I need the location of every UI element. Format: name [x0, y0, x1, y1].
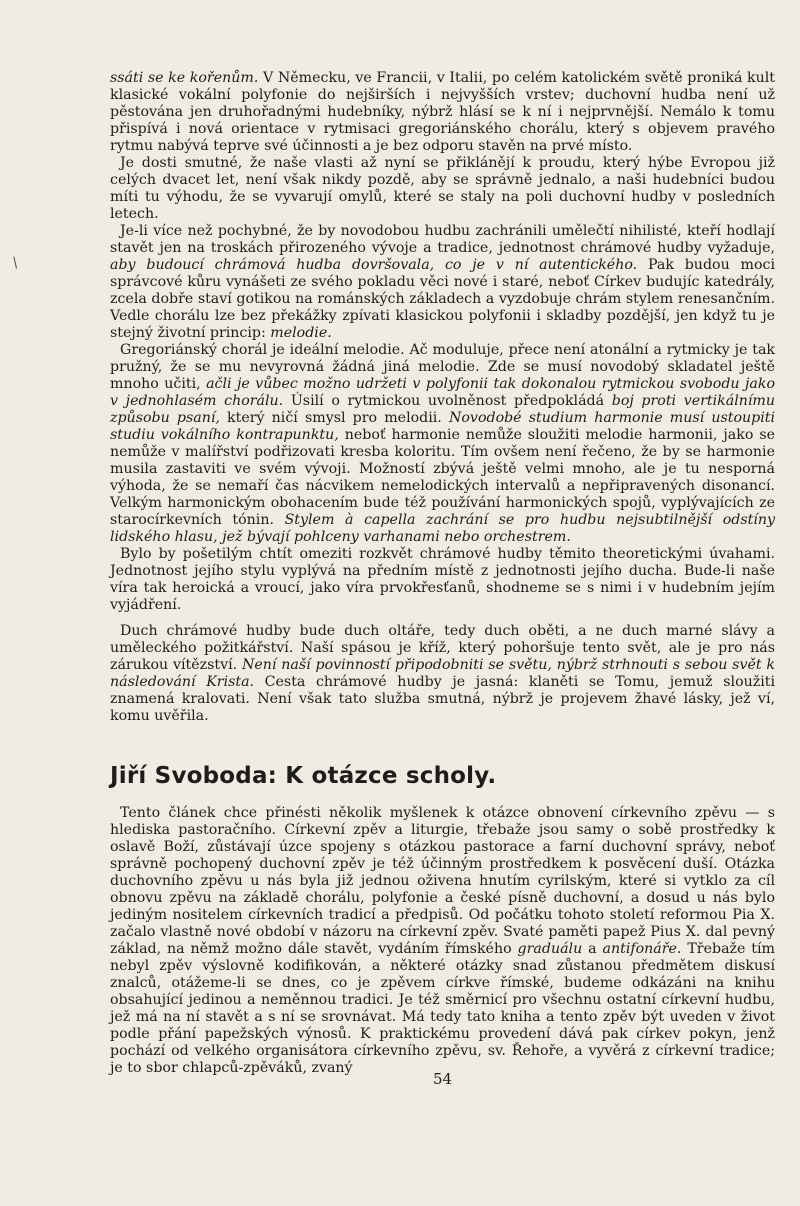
page-body: [110, 70, 776, 1088]
article1-paragraph-4: Gregoriánský chorál je ideální melodie. Ač moduluje, přece není atonální a rytmicky je tak pružný, že se mu nevyrovná žádná jiná melodie. Zde se musí novodobý skladatel ještě mnoho učiti, ačli je vůbec možno udržeti v polyfonii tak dokonalou rytmickou svobodu jako v jednohlasém chorálu. Úsilí o rytmickou uvolněnost předpokládá boj proti vertikálnímu způsobu psaní, který ničí smysl pro melodii. Novodobé studium harmonie musí ustoupiti studiu vokálního kontrapunktu, neboť harmonie nemůže sloužiti melodie harmonii, jako se nemůže v malířství podřizovati kresba koloritu. Tím ovšem není řečeno, že by se harmonie musila zastaviti ve svém vývoji. Možností zbývá ještě velmi mnoho, ale je tu nesporná výhoda, že se nemaří čas nácvikem nemelodických intervalů a nepřipravených disonancí. Velkým harmonickým obohacením bude též používání harmonických spojů, vyplývajících ze starocírkevních tónin. Stylem à capella zachrání se pro hudbu nejsubtilnější odstíny lidského hlasu, jež bývají pohlceny varhanami nebo orchestrem.: [110, 342, 776, 545]
article1-paragraph-6: Duch chrámové hudby bude duch oltáře, tedy duch oběti, a ne duch marné slávy a uměleckého požitkářství. Naší spásou je kříž, který pohoršuje tento svět, ale je pro nás zárukou vítězství. Není naší povinností připodobniti se světu, nýbrž strhnouti s sebou svět k následování Krista. Cesta chrámové hudby je jasná: klaněti se Tomu, jemuž sloužiti znamená kralovati. Není však tato služba smutná, nýbrž je projevem žhavé lásky, jež ví, komu uvěřila.: [110, 623, 775, 724]
page-number: 54: [432, 1070, 453, 1088]
margin-pencil-mark: /: [9, 254, 22, 272]
article2-paragraph-1: Tento článek chce přinésti několik myšlenek k otázce obnovení církevního zpěvu — s hlediska pastoračního. Církevní zpěv a liturgie, třebaže jsou samy o sobě prostředky k oslavě Boží, zůstávají úzce spojeny s otázkou pastorace a farní duchovní správy, neboť správně pochopený duchovní zpěv je též účinným prostředkem k posvěcení duší. Otázka duchovního zpěvu u nás byla již jednou oživena hnutím cyrilským, které si vytklo za cíl obnovu zpěvu na základě chorálu, polyfonie a české písně duchovní, a dosud u nás bylo jediným nositelem církevních tradicí a předpisů. Od počátku tohoto století reformou Pia X. začalo vlastně nové období v názoru na církevní zpěv. Svaté paměti papež Pius X. dal pevný základ, na němž možno dále stavět, vydáním římského graduálu a antifonáře. Třebaže tím nebyl zpěv výslovně kodifikován, a některé otázky snad zůstanou předmětem diskusí znalců, otážeme-li se dnes, co je zpěvem církve římské, budeme odkázáni na knihu obsahující jedinou a neměnnou tradici. Je též směrnicí pro všechnu ostatní církevní hudbu, jež má na ní stavět a s ní se srovnávat. Má tedy tato kniha a tento zpěv být uveden v život podle přání papežských výnosů. K praktickému provedení dává pak církev pokyn, jenž pochází od velkého organisátora církevního zpěvu, sv. Řehoře, a vyvěrá z církevní tradice; je to sbor chlapců-zpěváků, zvaný: [110, 805, 775, 1076]
article1-paragraph-1: ssáti se ke kořenům. V Německu, ve Francii, v Italii, po celém katolickém světě proniká kult klasické vokální polyfonie do nejširších i nejvyšších vrstev; duchovní hudba není už pěstována jen druhořadnými hudebníky, nýbrž hlásí se k ní i nejprvnější. Nemálo k tomu přispívá i nová orientace v rytmisaci gregoriánského chorálu, který s objevem pravého rytmu nabývá teprve své účinnosti a je bez odporu stavěn na prvé místo.: [110, 70, 776, 154]
article2-heading: Jiří Svoboda: K otázce scholy.: [110, 763, 497, 789]
article1-paragraph-2: Je dosti smutné, že naše vlasti až nyní se přiklánějí k proudu, který hýbe Evropou již celých dvacet let, není však nikdy pozdě, aby se správně jednalo, a naši hudebníci budou míti tu výhodu, že se vyvarují omylů, které se staly na poli duchovní hudby v posledních letech.: [110, 155, 775, 222]
article1-paragraph-3: Je-li více než pochybné, že by novodobou hudbu zachránili umělečtí nihilisté, kteří hodlají stavět jen na troskách přirozeného vývoje a tradice, jednotnost chrámové hudby vyžaduje, aby budoucí chrámová hudba dovršovala, co je v ní autentického. Pak budou moci správcové kůru vynášeti ze svého pokladu věci nové i staré, neboť Církev budujíc katedrály, zcela dobře staví gotikou na románských základech a vyzdobuje chrám stylem renesančním. Vedle chorálu lze bez překážky zpívati klasickou polyfonii i skladby pozdější, jen když tu je stejný životní princip: melodie.: [110, 223, 775, 341]
article1-paragraph-5: Bylo by pošetilým chtít omeziti rozkvět chrámové hudby těmito theoretickými úvahami. Jednotnost jejího stylu vyplývá na předním místě z jednotnosti jejího ducha. Bude-li naše víra tak heroická a vroucí, jako víra prvokřesťanů, shodneme se s nimi i v hudebním jejím vyjádření.: [110, 546, 775, 613]
